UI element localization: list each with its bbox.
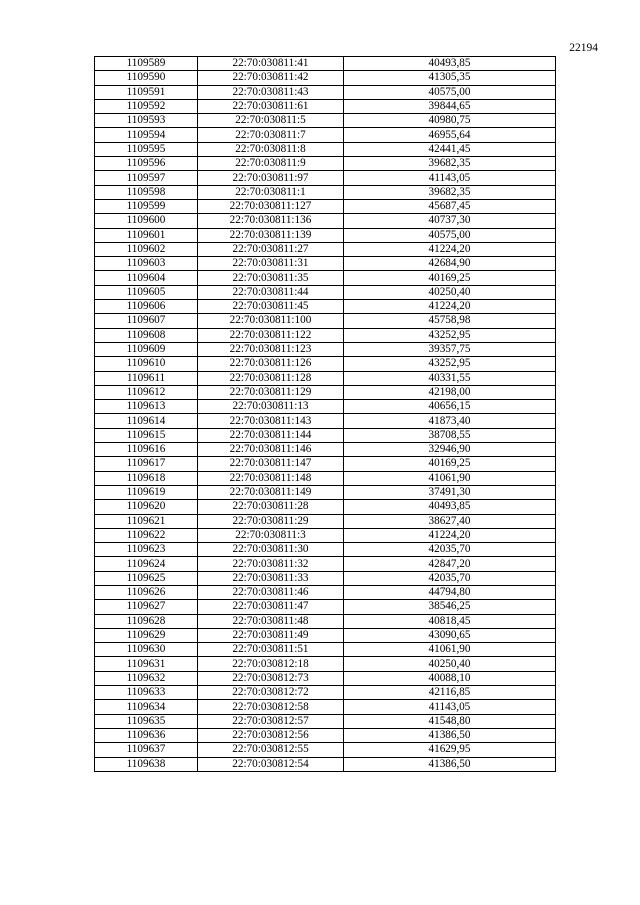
table-row [95, 242, 556, 256]
row-number-cell: 1109611 [95, 371, 198, 385]
row-number-cell: 1109626 [95, 585, 198, 599]
row-number-cell: 1109632 [95, 671, 198, 685]
table-row [95, 99, 556, 113]
value-cell: 37491,30 [344, 485, 556, 499]
row-number-cell: 1109593 [95, 114, 198, 128]
cadastral-number-cell: 22:70:030811:100 [198, 314, 344, 328]
row-number-cell: 1109638 [95, 757, 198, 771]
row-number-cell: 1109629 [95, 628, 198, 642]
page-number: 22194 [569, 42, 598, 54]
table-row [95, 614, 556, 628]
cadastral-number-cell: 22:70:030811:32 [198, 557, 344, 571]
value-cell: 40575,00 [344, 228, 556, 242]
row-number-cell: 1109634 [95, 700, 198, 714]
cadastral-number-cell: 22:70:030811:146 [198, 443, 344, 457]
value-cell: 40250,40 [344, 285, 556, 299]
cadastral-number-cell: 22:70:030811:136 [198, 214, 344, 228]
table-row [95, 457, 556, 471]
table-row [95, 500, 556, 514]
cadastral-number-cell: 22:70:030811:7 [198, 128, 344, 142]
row-number-cell: 1109622 [95, 528, 198, 542]
table-row [95, 142, 556, 156]
value-cell: 41224,20 [344, 242, 556, 256]
table-row [95, 257, 556, 271]
row-number-cell: 1109614 [95, 414, 198, 428]
table-row [95, 671, 556, 685]
value-cell: 41224,20 [344, 528, 556, 542]
table-row [95, 114, 556, 128]
cadastral-table [94, 56, 556, 772]
cadastral-number-cell: 22:70:030811:139 [198, 228, 344, 242]
value-cell: 43090,65 [344, 628, 556, 642]
row-number-cell: 1109612 [95, 385, 198, 399]
cadastral-number-cell: 22:70:030811:143 [198, 414, 344, 428]
row-number-cell: 1109594 [95, 128, 198, 142]
value-cell: 41061,90 [344, 471, 556, 485]
value-cell: 41061,90 [344, 643, 556, 657]
table-row [95, 385, 556, 399]
value-cell: 40331,55 [344, 371, 556, 385]
value-cell: 40737,30 [344, 214, 556, 228]
table-row [95, 185, 556, 199]
value-cell: 43252,95 [344, 328, 556, 342]
table-row [95, 600, 556, 614]
row-number-cell: 1109609 [95, 342, 198, 356]
table-row [95, 686, 556, 700]
row-number-cell: 1109610 [95, 357, 198, 371]
value-cell: 45687,45 [344, 199, 556, 213]
cadastral-number-cell: 22:70:030811:45 [198, 300, 344, 314]
row-number-cell: 1109592 [95, 99, 198, 113]
table-row [95, 400, 556, 414]
value-cell: 42198,00 [344, 385, 556, 399]
cadastral-number-cell: 22:70:030811:122 [198, 328, 344, 342]
cadastral-number-cell: 22:70:030811:46 [198, 585, 344, 599]
row-number-cell: 1109635 [95, 714, 198, 728]
cadastral-number-cell: 22:70:030811:41 [198, 57, 344, 71]
value-cell: 42035,70 [344, 543, 556, 557]
cadastral-number-cell: 22:70:030811:47 [198, 600, 344, 614]
value-cell: 39682,35 [344, 157, 556, 171]
value-cell: 40088,10 [344, 671, 556, 685]
table-row [95, 428, 556, 442]
value-cell: 40169,25 [344, 457, 556, 471]
cadastral-number-cell: 22:70:030811:128 [198, 371, 344, 385]
row-number-cell: 1109613 [95, 400, 198, 414]
value-cell: 39844,65 [344, 99, 556, 113]
cadastral-number-cell: 22:70:030811:49 [198, 628, 344, 642]
table-row [95, 300, 556, 314]
table-row [95, 743, 556, 757]
cadastral-number-cell: 22:70:030811:147 [198, 457, 344, 471]
cadastral-number-cell: 22:70:030811:129 [198, 385, 344, 399]
row-number-cell: 1109620 [95, 500, 198, 514]
cadastral-number-cell: 22:70:030811:149 [198, 485, 344, 499]
table-row [95, 700, 556, 714]
value-cell: 39357,75 [344, 342, 556, 356]
table-row [95, 371, 556, 385]
table-row [95, 585, 556, 599]
table-row [95, 171, 556, 185]
cadastral-number-cell: 22:70:030812:58 [198, 700, 344, 714]
value-cell: 41386,50 [344, 728, 556, 742]
value-cell: 42035,70 [344, 571, 556, 585]
cadastral-number-cell: 22:70:030812:73 [198, 671, 344, 685]
table-row [95, 157, 556, 171]
table-row [95, 414, 556, 428]
value-cell: 41629,95 [344, 743, 556, 757]
row-number-cell: 1109624 [95, 557, 198, 571]
table-row [95, 328, 556, 342]
table-row [95, 443, 556, 457]
cadastral-number-cell: 22:70:030811:30 [198, 543, 344, 557]
value-cell: 41305,35 [344, 71, 556, 85]
row-number-cell: 1109636 [95, 728, 198, 742]
cadastral-number-cell: 22:70:030811:35 [198, 271, 344, 285]
table-row [95, 557, 556, 571]
table-row [95, 128, 556, 142]
row-number-cell: 1109618 [95, 471, 198, 485]
cadastral-number-cell: 22:70:030811:48 [198, 614, 344, 628]
row-number-cell: 1109589 [95, 57, 198, 71]
row-number-cell: 1109619 [95, 485, 198, 499]
cadastral-number-cell: 22:70:030811:97 [198, 171, 344, 185]
cadastral-number-cell: 22:70:030811:9 [198, 157, 344, 171]
table-row [95, 57, 556, 71]
table-row [95, 514, 556, 528]
row-number-cell: 1109628 [95, 614, 198, 628]
value-cell: 40250,40 [344, 657, 556, 671]
value-cell: 40575,00 [344, 85, 556, 99]
value-cell: 42441,45 [344, 142, 556, 156]
value-cell: 40493,85 [344, 500, 556, 514]
row-number-cell: 1109607 [95, 314, 198, 328]
table-row [95, 314, 556, 328]
row-number-cell: 1109598 [95, 185, 198, 199]
table-row [95, 71, 556, 85]
table-row [95, 471, 556, 485]
table-row [95, 485, 556, 499]
value-cell: 41548,80 [344, 714, 556, 728]
value-cell: 40656,15 [344, 400, 556, 414]
table-row [95, 528, 556, 542]
value-cell: 42116,85 [344, 686, 556, 700]
cadastral-number-cell: 22:70:030811:28 [198, 500, 344, 514]
cadastral-number-cell: 22:70:030811:127 [198, 199, 344, 213]
table-row [95, 628, 556, 642]
row-number-cell: 1109599 [95, 199, 198, 213]
cadastral-number-cell: 22:70:030811:8 [198, 142, 344, 156]
value-cell: 41143,05 [344, 171, 556, 185]
row-number-cell: 1109615 [95, 428, 198, 442]
table-row [95, 757, 556, 771]
row-number-cell: 1109590 [95, 71, 198, 85]
value-cell: 40818,45 [344, 614, 556, 628]
table-row [95, 643, 556, 657]
cadastral-number-cell: 22:70:030811:51 [198, 643, 344, 657]
row-number-cell: 1109595 [95, 142, 198, 156]
row-number-cell: 1109627 [95, 600, 198, 614]
row-number-cell: 1109623 [95, 543, 198, 557]
value-cell: 32946,90 [344, 443, 556, 457]
value-cell: 42847,20 [344, 557, 556, 571]
table-row [95, 342, 556, 356]
value-cell: 41143,05 [344, 700, 556, 714]
table-body [95, 57, 556, 772]
value-cell: 41224,20 [344, 300, 556, 314]
row-number-cell: 1109621 [95, 514, 198, 528]
value-cell: 40169,25 [344, 271, 556, 285]
row-number-cell: 1109637 [95, 743, 198, 757]
cadastral-number-cell: 22:70:030812:54 [198, 757, 344, 771]
cadastral-number-cell: 22:70:030811:13 [198, 400, 344, 414]
cadastral-number-cell: 22:70:030812:57 [198, 714, 344, 728]
cadastral-number-cell: 22:70:030811:29 [198, 514, 344, 528]
cadastral-number-cell: 22:70:030811:3 [198, 528, 344, 542]
row-number-cell: 1109601 [95, 228, 198, 242]
table-row [95, 657, 556, 671]
table-row [95, 714, 556, 728]
row-number-cell: 1109591 [95, 85, 198, 99]
cadastral-number-cell: 22:70:030811:144 [198, 428, 344, 442]
value-cell: 41873,40 [344, 414, 556, 428]
cadastral-number-cell: 22:70:030811:148 [198, 471, 344, 485]
row-number-cell: 1109608 [95, 328, 198, 342]
row-number-cell: 1109616 [95, 443, 198, 457]
table-row [95, 357, 556, 371]
table-row [95, 543, 556, 557]
table-row [95, 571, 556, 585]
table-row [95, 199, 556, 213]
row-number-cell: 1109631 [95, 657, 198, 671]
value-cell: 45758,98 [344, 314, 556, 328]
cadastral-number-cell: 22:70:030811:31 [198, 257, 344, 271]
table-row [95, 214, 556, 228]
cadastral-number-cell: 22:70:030811:123 [198, 342, 344, 356]
cadastral-number-cell: 22:70:030812:56 [198, 728, 344, 742]
cadastral-number-cell: 22:70:030811:43 [198, 85, 344, 99]
cadastral-number-cell: 22:70:030811:5 [198, 114, 344, 128]
cadastral-number-cell: 22:70:030812:55 [198, 743, 344, 757]
row-number-cell: 1109606 [95, 300, 198, 314]
cadastral-number-cell: 22:70:030811:33 [198, 571, 344, 585]
row-number-cell: 1109605 [95, 285, 198, 299]
table-row [95, 85, 556, 99]
cadastral-number-cell: 22:70:030811:44 [198, 285, 344, 299]
row-number-cell: 1109633 [95, 686, 198, 700]
table-row [95, 228, 556, 242]
row-number-cell: 1109625 [95, 571, 198, 585]
cadastral-number-cell: 22:70:030811:27 [198, 242, 344, 256]
value-cell: 39682,35 [344, 185, 556, 199]
cadastral-number-cell: 22:70:030811:61 [198, 99, 344, 113]
cadastral-number-cell: 22:70:030812:18 [198, 657, 344, 671]
value-cell: 38546,25 [344, 600, 556, 614]
table-row [95, 285, 556, 299]
row-number-cell: 1109597 [95, 171, 198, 185]
value-cell: 43252,95 [344, 357, 556, 371]
value-cell: 38708,55 [344, 428, 556, 442]
row-number-cell: 1109603 [95, 257, 198, 271]
cadastral-number-cell: 22:70:030811:42 [198, 71, 344, 85]
row-number-cell: 1109602 [95, 242, 198, 256]
value-cell: 46955,64 [344, 128, 556, 142]
cadastral-number-cell: 22:70:030811:1 [198, 185, 344, 199]
table-row [95, 728, 556, 742]
cadastral-number-cell: 22:70:030811:126 [198, 357, 344, 371]
value-cell: 38627,40 [344, 514, 556, 528]
value-cell: 41386,50 [344, 757, 556, 771]
row-number-cell: 1109617 [95, 457, 198, 471]
row-number-cell: 1109596 [95, 157, 198, 171]
row-number-cell: 1109630 [95, 643, 198, 657]
value-cell: 40493,85 [344, 57, 556, 71]
value-cell: 42684,90 [344, 257, 556, 271]
value-cell: 44794,80 [344, 585, 556, 599]
table-row [95, 271, 556, 285]
row-number-cell: 1109600 [95, 214, 198, 228]
cadastral-number-cell: 22:70:030812:72 [198, 686, 344, 700]
row-number-cell: 1109604 [95, 271, 198, 285]
value-cell: 40980,75 [344, 114, 556, 128]
